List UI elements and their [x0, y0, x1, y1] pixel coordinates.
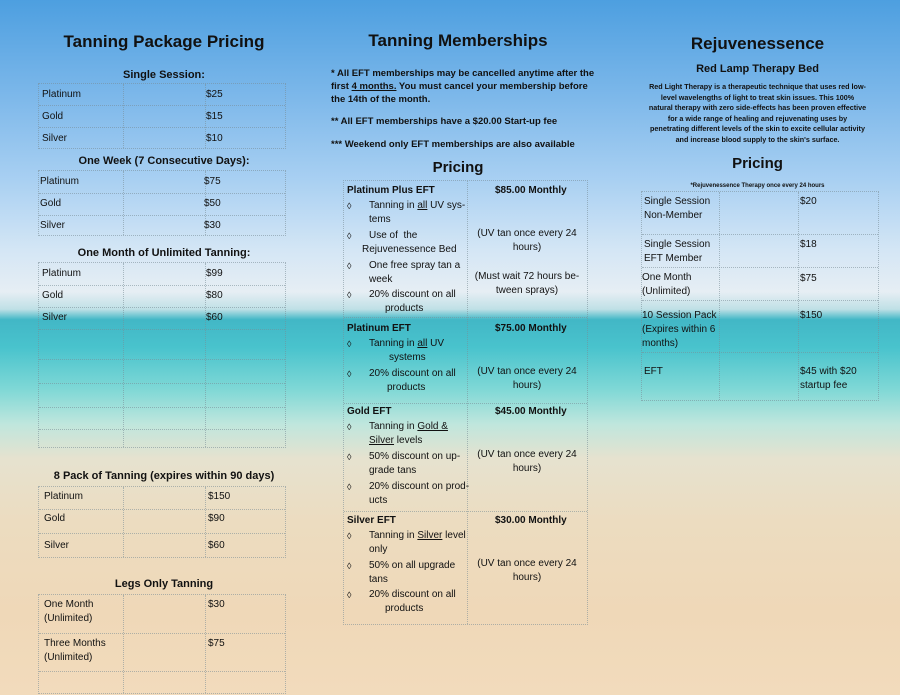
single-session-heading: Single Session:	[123, 69, 205, 81]
platinum-plus-spray-note: (Must wait 72 hours be- tween sprays)	[474, 271, 580, 296]
month-silver-price: $60	[206, 312, 223, 323]
memberships-title: Tanning Memberships	[368, 31, 548, 50]
rejuv-eft-price: $45 with $20 startup fee	[800, 366, 857, 391]
platinum-plus-name: Platinum Plus EFT	[347, 185, 435, 196]
week-silver-label: Silver	[40, 220, 66, 231]
cancel-note: * All EFT memberships may be cancelled anytime after the first 4 months. You must cancel your membership before the 14th of the month.	[331, 68, 595, 105]
tanning-package-column	[30, 0, 298, 695]
rejuv-eft-single-label: Single Session EFT Member	[644, 239, 711, 264]
silver-name: Silver EFT	[347, 515, 396, 526]
rejuvenessence-column	[615, 0, 900, 695]
legs-month-sub: (Unlimited)	[44, 613, 93, 624]
pack-silver-label: Silver	[44, 540, 70, 551]
red-lamp-subtitle: Red Lamp Therapy Bed	[696, 63, 819, 75]
pack-platinum-price: $150	[208, 491, 231, 502]
gold-uv-note: (UV tan once every 24 hours)	[477, 449, 577, 474]
platinum-uv-note: (UV tan once every 24 hours)	[477, 366, 577, 391]
single-platinum-price: $25	[206, 89, 223, 100]
legs-month-price: $30	[208, 599, 225, 610]
platinum-price: $75.00 Monthly	[495, 323, 567, 334]
week-platinum-price: $75	[204, 176, 221, 187]
rejuvenessence-pricing-heading: Pricing	[732, 155, 783, 172]
rejuvenessence-title: Rejuvenessence	[690, 34, 825, 53]
legs-three-month-label: Three Months	[44, 638, 106, 649]
month-gold-price: $80	[206, 290, 223, 301]
tanning-package-title: Tanning Package Pricing	[63, 32, 265, 51]
single-silver-label: Silver	[42, 133, 68, 144]
tanning-memberships-column: Tanning Memberships * All EFT memberships may be cancelled anytime after the first 4 months. You must cancel your membership before the 14th of the month. ** All EFT memberships have a $20.00 Start-up fee *** Weekend only EFT memberships are also available Pricing Platinum Plus EFT $85.00 Monthly ◊ Tanning in all UV sys- tems ◊ Use of the Rejuvenessence Bed ◊ One free spray tan a week ◊ 20% discount on all products (UV tan once every 24 hours) (Must wait 72 hours be- tween sprays) Platinum EFT $75.00 Monthly ◊ Tanning in all UV systems ◊ 20% discount on all products (UV tan once every 24 hours) Gold EFT $45.00 Monthly ◊ Tanning in Gold & Silver levels ◊ 50% discount on up- grade tans ◊ 20% discount on prod- ucts (UV tan once every 24 hours) Silver EFT $30.00 Monthly ◊ Tanning in Silver level only ◊ 50% on all upgrade tans ◊ 20% discount on all products (UV tan once every 24 hours)	[323, 0, 593, 695]
week-platinum-label: Platinum	[40, 176, 79, 187]
pack-gold-label: Gold	[44, 513, 66, 524]
silver-uv-note: (UV tan once every 24 hours)	[477, 558, 577, 583]
rejuv-single-label: Single Session Non-Member	[644, 196, 711, 221]
week-gold-price: $50	[204, 198, 221, 209]
month-silver-label: Silver	[42, 312, 68, 323]
single-silver-price: $10	[206, 133, 223, 144]
one-week-heading: One Week (7 Consecutive Days):	[78, 155, 250, 167]
platinum-plus-uv-note: (UV tan once every 24 hours)	[477, 228, 577, 253]
eight-pack-heading: 8 Pack of Tanning (expires within 90 days)	[53, 470, 275, 482]
rejuv-single-price: $20	[800, 196, 817, 207]
weekend-note: *** Weekend only EFT memberships are also available	[331, 139, 575, 150]
legs-month-label: One Month	[44, 599, 94, 610]
platinum-name: Platinum EFT	[347, 323, 411, 334]
one-month-heading: One Month of Unlimited Tanning:	[77, 247, 251, 259]
legs-only-heading: Legs Only Tanning	[114, 578, 214, 590]
week-gold-label: Gold	[40, 198, 62, 209]
gold-price: $45.00 Monthly	[495, 406, 567, 417]
single-platinum-label: Platinum	[42, 89, 81, 100]
rejuv-ten-pack-price: $150	[800, 310, 823, 321]
rejuv-eft-label: EFT	[644, 366, 663, 377]
pack-silver-price: $60	[208, 540, 225, 551]
rejuv-ten-pack-label: 10 Session Pack (Expires within 6 months)	[642, 310, 717, 349]
gold-name: Gold EFT	[347, 406, 392, 417]
rejuv-month-label: One Month (Unlimited)	[642, 272, 692, 297]
month-gold-label: Gold	[42, 290, 64, 301]
legs-three-month-price: $75	[208, 638, 225, 649]
week-silver-price: $30	[204, 220, 221, 231]
pack-gold-price: $90	[208, 513, 225, 524]
pack-platinum-label: Platinum	[44, 491, 83, 502]
rejuvenessence-footnote: *Rejuvenessence Therapy once every 24 hours	[690, 183, 825, 189]
rejuv-eft-single-price: $18	[800, 239, 817, 250]
rejuv-month-price: $75	[800, 273, 817, 284]
memberships-pricing-heading: Pricing	[432, 159, 484, 176]
single-gold-label: Gold	[42, 111, 64, 122]
silver-price: $30.00 Monthly	[495, 515, 567, 526]
legs-three-month-sub: (Unlimited)	[44, 652, 93, 663]
month-platinum-price: $99	[206, 268, 223, 279]
platinum-plus-price: $85.00 Monthly	[495, 185, 567, 196]
one-month-table	[38, 262, 286, 448]
single-gold-price: $15	[206, 111, 223, 122]
red-light-description: Red Light Therapy is a therapeutic technique that uses red low- level wavelengths of light to treat skin issues. This 100% natural therapy with zero side-effects has been proven effective for a wide range of healing and rejuvenating uses by penetrating different levels of the skin to excite cellular activity and increase blood supply to the skin's surface.	[648, 82, 867, 144]
month-platinum-label: Platinum	[42, 268, 81, 279]
startup-fee-note: ** All EFT memberships have a $20.00 Start-up fee	[331, 116, 558, 127]
